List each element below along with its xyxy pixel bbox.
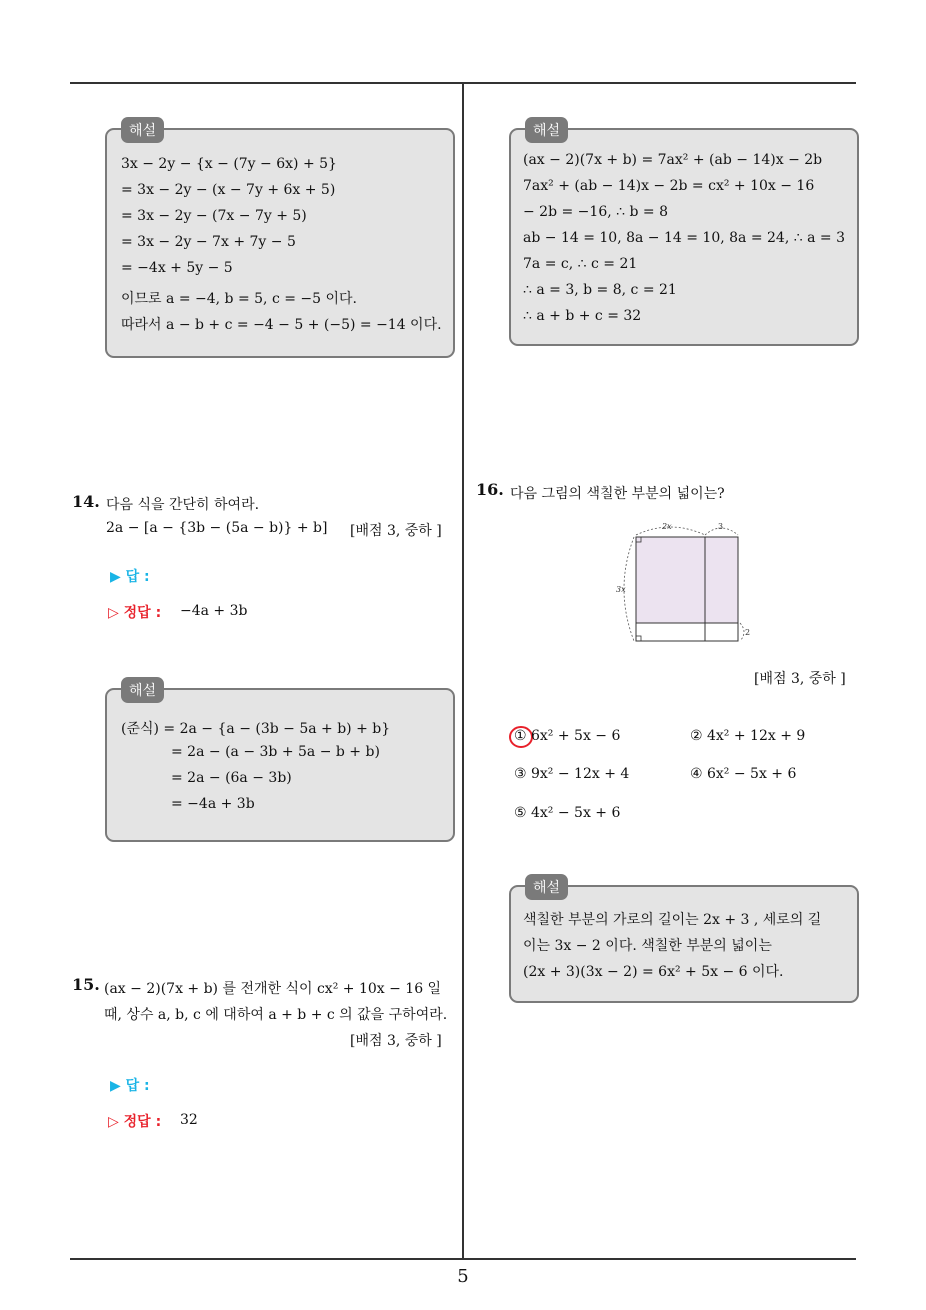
figure-label-top-right: 3 <box>718 522 724 531</box>
solution-label: 해설 <box>121 117 164 143</box>
correct-label-15: ▷ 정답 : <box>108 1114 162 1130</box>
solution-label: 해설 <box>525 874 568 900</box>
figure-label-bottom: 2 <box>745 628 751 637</box>
dimension-arc-bottom <box>740 623 744 641</box>
solution-line: 이므로 a = −4, b = 5, c = −5 이다. <box>121 291 357 307</box>
question-expression-14: 2a − [a − {3b − (5a − b)} + b] <box>106 520 328 536</box>
correct-label-14: ▷ 정답 : <box>108 605 162 621</box>
solution-line: (준식) = 2a − {a − (3b − 5a + b) + b} <box>121 721 391 737</box>
option-2[interactable]: ② 4x² + 12x + 9 <box>690 728 806 744</box>
solution-box-13 <box>105 123 455 358</box>
solution-line: 이는 3x − 2 이다. 색칠한 부분의 넓이는 <box>523 938 772 954</box>
correct-value-14: −4a + 3b <box>180 603 248 619</box>
solution-line: = 3x − 2y − (x − 7y + 6x + 5) <box>121 182 336 198</box>
question-text-14: 다음 식을 간단히 하여라. <box>106 497 260 513</box>
solution-line: (ax − 2)(7x + b) = 7ax² + (ab − 14)x − 2b <box>523 152 823 168</box>
figure-label-side: 3x <box>616 585 626 594</box>
solution-line: − 2b = −16, ∴ b = 8 <box>523 204 668 220</box>
solution-label: 해설 <box>121 677 164 703</box>
solution-line: (2x + 3)(3x − 2) = 6x² + 5x − 6 이다. <box>523 964 784 980</box>
question-text-15-line2: 때, 상수 a, b, c 에 대하여 a + b + c 의 값을 구하여라. <box>104 1007 448 1023</box>
question-text-15-line1: (ax − 2)(7x + b) 를 전개한 식이 cx² + 10x − 16 일 <box>104 981 442 997</box>
solution-line: ab − 14 = 10, 8a − 14 = 10, 8a = 24, ∴ a = 3 <box>523 230 845 246</box>
solution-line: ∴ a = 3, b = 8, c = 21 <box>523 282 677 298</box>
answer-label-15: ▶ 답 : <box>110 1078 150 1094</box>
solution-line: = −4x + 5y − 5 <box>121 260 233 276</box>
solution-label: 해설 <box>525 117 568 143</box>
score-15: [배점 3, 중하 ] <box>350 1033 442 1049</box>
bottom-rule <box>70 1258 856 1260</box>
question-number-15: 15. <box>72 975 100 994</box>
right-angle-mark <box>636 636 641 641</box>
question-number-16: 16. <box>476 480 504 499</box>
solution-line: = −4a + 3b <box>171 796 255 812</box>
solution-box-14 <box>105 683 455 842</box>
solution-line: 3x − 2y − {x − (7y − 6x) + 5} <box>121 156 337 172</box>
solution-box-15 <box>509 123 859 346</box>
answer-label-14: ▶ 답 : <box>110 569 150 585</box>
rectangle-figure <box>610 515 760 650</box>
page-number: 5 <box>457 1266 469 1287</box>
correct-value-15: 32 <box>180 1112 198 1128</box>
solution-line: 7ax² + (ab − 14)x − 2b = cx² + 10x − 16 <box>523 178 815 194</box>
column-divider <box>462 84 464 1259</box>
solution-line: ∴ a + b + c = 32 <box>523 308 642 324</box>
option-5[interactable]: ⑤ 4x² − 5x + 6 <box>514 805 621 821</box>
figure-label-top-left: 2x <box>662 522 672 531</box>
solution-line: 따라서 a − b + c = −4 − 5 + (−5) = −14 이다. <box>121 317 442 333</box>
question-text-16: 다음 그림의 색칠한 부분의 넓이는? <box>510 486 725 502</box>
question-number-14: 14. <box>72 492 100 511</box>
solution-line: 7a = c, ∴ c = 21 <box>523 256 638 272</box>
score-14: [배점 3, 중하 ] <box>350 523 442 539</box>
solution-line: = 2a − (6a − 3b) <box>171 770 292 786</box>
solution-line: = 2a − (a − 3b + 5a − b + b) <box>171 744 380 760</box>
shaded-region <box>636 537 738 623</box>
option-1[interactable]: ① 6x² + 5x − 6 <box>514 728 621 744</box>
solution-line: = 3x − 2y − (7x − 7y + 5) <box>121 208 307 224</box>
score-16: [배점 3, 중하 ] <box>754 671 846 687</box>
solution-line: = 3x − 2y − 7x + 7y − 5 <box>121 234 296 250</box>
option-4[interactable]: ④ 6x² − 5x + 6 <box>690 766 797 782</box>
solution-line: 색칠한 부분의 가로의 길이는 2x + 3 , 세로의 길 <box>523 912 822 928</box>
option-3[interactable]: ③ 9x² − 12x + 4 <box>514 766 630 782</box>
solution-box-16 <box>509 880 859 1003</box>
